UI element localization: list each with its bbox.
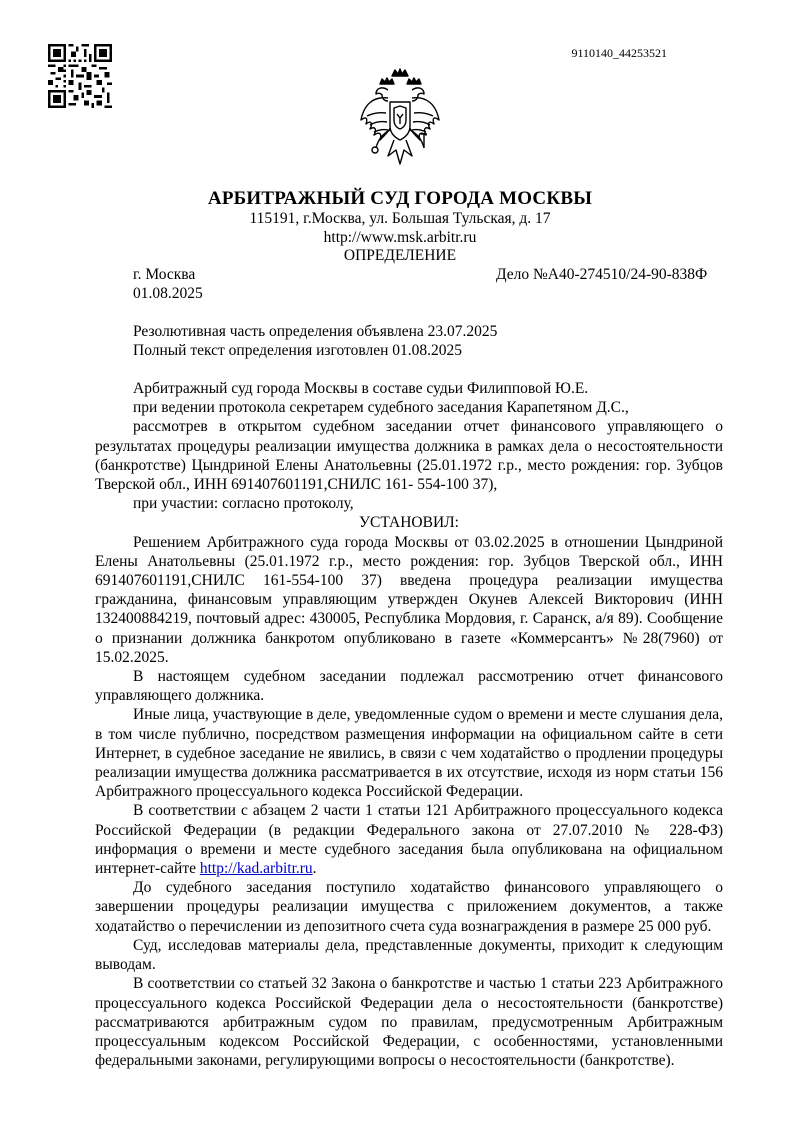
paragraph-considered: рассмотрев в открытом судебном заседании отчет финансового управляющего о результатах процедуры реализации имущества должника в рамках дела о несостоятельности (банкротстве) Цындриной Елены Анатольевны (25.01.1972 г.р., место рождения: гор. Зубцов Тверской обл., ИНН 691407601191,СНИЛС 161- 554-100 37), bbox=[95, 418, 723, 494]
court-title: АРБИТРАЖНЫЙ СУД ГОРОДА МОСКВЫ bbox=[207, 188, 593, 209]
court-address: 115191, г.Москва, ул. Большая Тульская, д. 17 bbox=[249, 210, 551, 227]
coat-of-arms-icon bbox=[358, 68, 442, 170]
paragraph-subject: В настоящем судебном заседании подлежал рассмотрению отчет финансового управляющего должника. bbox=[95, 668, 723, 705]
paragraph-legal-basis: В соответствии со статьей 32 Закона о банкротстве и частью 1 статьи 223 Арбитражного процессуального кодекса Российской Федерации дела о несостоятельности (банкротстве) рассматриваются арбитражным судом по правилам, предусмотренным Арбитражным процессуальным кодексом Российской Федерации, с особенностями, установленными федеральными законами, регулирующими вопросы о несостоятельности (банкротстве). bbox=[95, 975, 723, 1070]
document-body bbox=[95, 379, 723, 1070]
document-type: ОПРЕДЕЛЕНИЕ bbox=[343, 247, 457, 264]
document-date: 01.08.2025 bbox=[133, 285, 203, 302]
qr-code-icon bbox=[48, 44, 112, 108]
resolution-announced-line: Резолютивная часть определения объявлена 23.07.2025 bbox=[133, 323, 498, 340]
document-id: 9110140_44253521 bbox=[571, 46, 667, 60]
full-text-prepared-line: Полный текст определения изготовлен 01.08.2025 bbox=[133, 342, 463, 359]
paragraph-publication bbox=[95, 801, 723, 878]
court-website: http://www.msk.arbitr.ru bbox=[323, 229, 477, 246]
paragraph-petition: До судебного заседания поступило ходатайство финансового управляющего о завершении процедуры реализации имущества с приложением документов, а также ходатайство о перечислении из депозитного счета суда вознаграждения в размере 25 000 руб. bbox=[95, 879, 723, 935]
paragraph-secretary: при ведении протокола секретарем судебного заседания Карапетяном Д.С., bbox=[133, 399, 629, 417]
publication-text-end: . bbox=[312, 860, 317, 878]
paragraph-decision: Решением Арбитражного суда города Москвы от 03.02.2025 в отношении Цындриной Елены Анатольевны (25.01.1972 г.р., место рождения: гор. Зубцов Тверской обл., ИНН 691407601191,СНИЛС 161-554-100 37) введена процедура реализации имущества гражданина, финансовым управляющим утвержден Окунев Алексей Викторович (ИНН 132400884219, почтовый адрес: 430005, Республика Мордовия, г. Саранск, а/я 89). Сообщение о признании должника банкротом опубликовано в газете «Коммерсантъ» №28(7960) от 15.02.2025. bbox=[95, 533, 723, 666]
paragraph-court-findings: Суд, исследовав материалы дела, представленные документы, приходит к следующим выводам. bbox=[95, 936, 723, 974]
paragraph-other-persons: Иные лица, участвующие в деле, уведомленные судом о времени и месте слушания дела, в том числе публично, посредством размещения информации на официальном сайте в сети Интернет, в судебное заседание не явились, в связи с чем ходатайство о продлении процедуры реализации имущества должника рассматривается в их отсутствие, исходя из норм статьи 156 Арбитражного процессуального кодекса Российской Федерации. bbox=[95, 706, 723, 801]
paragraph-participants: при участии: согласно протоколу, bbox=[133, 495, 354, 513]
case-number: Дело №А40-274510/24-90-838Ф bbox=[496, 266, 708, 283]
section-heading-established: УСТАНОВИЛ: bbox=[359, 514, 459, 532]
paragraph-court-composition: Арбитражный суд города Москвы в составе судьи Филипповой Ю.Е. bbox=[133, 380, 589, 397]
kad-arbitr-link[interactable]: http://kad.arbitr.ru bbox=[199, 860, 313, 878]
publication-text: В соответствии с абзацем 2 части 1 статьи 121 Арбитражного процессуального кодекса Российской Федерации (в редакции Федерального закона от 27.07.2010 № 228-ФЗ) информация о времени и месте судебного заседания была опубликована на официальном интернет-сайте bbox=[95, 802, 723, 878]
city: г. Москва bbox=[133, 266, 196, 283]
